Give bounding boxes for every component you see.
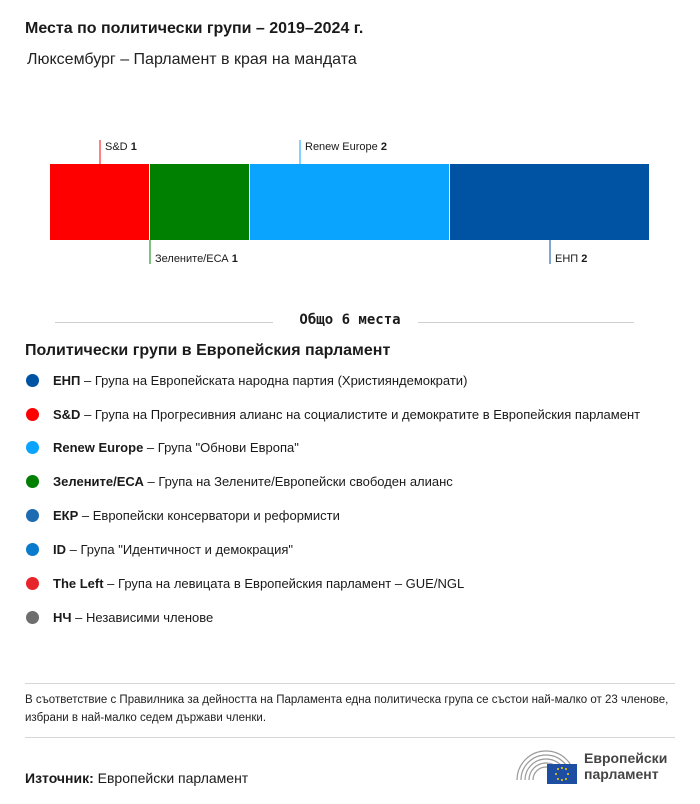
legend-abbr: Renew Europe [53, 440, 144, 455]
source-value: Европейски парламент [97, 770, 249, 786]
footnote: В съответствие с Правилника за дейността на Парламента една политическа група се състои най-малко от 23 членове, избрани в най-малко седем държави членки. [25, 694, 669, 724]
legend-sep: – [143, 440, 158, 455]
legend-desc: Група на левицата в Европейския парламент – GUE/NGL [118, 576, 465, 591]
bar-segment [50, 164, 149, 240]
source [25, 770, 248, 786]
legend-desc: Група на Прогресивния алианс на социалистите и демократите в Европейския парламент [94, 407, 641, 422]
legend-sep: – [80, 373, 95, 388]
legend-item-epp [25, 371, 655, 390]
legend-desc: Група на Европейската народна партия (Християндемократи) [94, 373, 468, 388]
legend-item-greens [25, 472, 655, 491]
legend-abbr: НЧ [53, 610, 72, 625]
legend-dot-icon [26, 475, 39, 488]
seat-bar-chart [0, 130, 700, 280]
logo-line-1: Европейски [584, 750, 668, 766]
legend-sep: – [71, 610, 86, 625]
legend-desc: Група на Зелените/Европейски свободен алианс [158, 474, 453, 489]
legend-sep: – [66, 542, 81, 557]
legend-item-left [25, 574, 655, 593]
bar-label: Renew Europe 2 [305, 141, 387, 153]
total-seats: Общо 6 места [299, 312, 401, 328]
legend-abbr: S&D [53, 407, 81, 422]
logo-line-2: парламент [584, 766, 659, 782]
legend-abbr: The Left [53, 576, 104, 591]
legend-item-sd [25, 405, 655, 424]
bar-label: Зелените/ЕСА 1 [155, 253, 238, 265]
legend-dot-icon [26, 543, 39, 556]
legend-dot-icon [26, 408, 39, 421]
legend-dot-icon [26, 441, 39, 454]
legend-sep: – [103, 576, 119, 591]
legend-abbr: ЕНП [53, 373, 81, 388]
legend-dot-icon [26, 577, 39, 590]
legend-abbr: ЕКР [53, 508, 79, 523]
hemicycle-flag-icon [513, 744, 579, 786]
bar-segment [150, 164, 249, 240]
legend-item-renew [25, 438, 655, 457]
legend-abbr: Зелените/ЕСА [53, 474, 144, 489]
legend [25, 371, 655, 642]
chart-subtitle: Люксембург – Парламент в края на мандата [27, 51, 357, 68]
source-label: Източник: [25, 770, 94, 786]
legend-item-id [25, 540, 655, 559]
legend-sep: – [78, 508, 93, 523]
divider-right [418, 322, 634, 323]
bar-segment [450, 164, 649, 240]
legend-sep: – [143, 474, 159, 489]
logo-text [584, 750, 667, 782]
bar-label: ЕНП 2 [555, 253, 588, 265]
legend-desc: Независими членове [86, 610, 214, 625]
legend-dot-icon [26, 611, 39, 624]
legend-item-ni [25, 608, 655, 627]
chart-title: Места по политически групи – 2019–2024 г. [25, 20, 364, 37]
bar-label: S&D 1 [105, 141, 137, 153]
ep-logo [513, 744, 678, 786]
note-divider-bottom [25, 737, 675, 738]
legend-sep: – [80, 407, 95, 422]
note-divider-top [25, 683, 675, 684]
legend-abbr: ID [53, 542, 66, 557]
legend-item-ecr [25, 506, 655, 525]
legend-dot-icon [26, 509, 39, 522]
legend-desc: Група "Обнови Европа" [157, 440, 299, 455]
legend-dot-icon [26, 374, 39, 387]
legend-desc: Група "Идентичност и демокрация" [80, 542, 294, 557]
bar-segment [250, 164, 449, 240]
legend-title: Политически групи в Европейския парламент [25, 342, 391, 359]
legend-desc: Европейски консерватори и реформисти [92, 508, 340, 523]
